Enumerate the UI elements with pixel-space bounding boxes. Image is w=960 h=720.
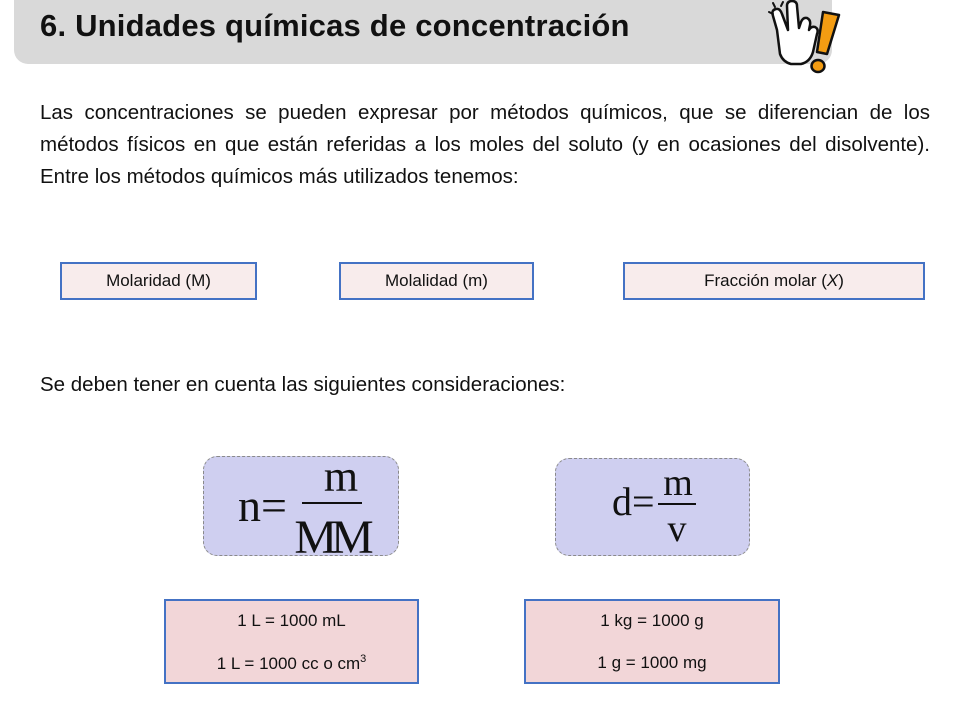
moles-formula-box	[203, 456, 399, 556]
molalidad-label: Molalidad (m)	[385, 271, 488, 290]
moles-lhs: n=	[238, 480, 287, 531]
fraccion-molar-symbol: X	[826, 271, 839, 290]
volume-conversion-exponent: 3	[360, 653, 367, 665]
volume-conversion-box	[164, 599, 419, 684]
volume-conversion-line2	[166, 653, 417, 674]
mass-conversion-line1: 1 kg = 1000 g	[600, 611, 704, 630]
moles-numerator: m	[323, 457, 359, 501]
fraccion-molar-suffix: )	[838, 271, 844, 290]
mass-conversion-line2: 1 g = 1000 mg	[597, 653, 707, 672]
density-formula-box	[555, 458, 750, 556]
density-lhs: d=	[612, 479, 655, 524]
volume-conversion-line2-text: 1 L = 1000 cc o cm	[216, 654, 361, 673]
volume-conversion-line1: 1 L = 1000 mL	[237, 611, 346, 630]
density-formula	[556, 459, 751, 557]
molaridad-label: Molaridad (M)	[106, 271, 211, 290]
density-denominator: v	[667, 508, 687, 550]
fraccion-molar-prefix: Fracción molar (	[704, 271, 827, 290]
considerations-text: Se deben tener en cuenta las siguientes consideraciones:	[40, 373, 566, 396]
moles-formula	[204, 457, 400, 557]
page-title: 6. Unidades químicas de concentración	[40, 8, 630, 43]
molaridad-box	[60, 262, 257, 300]
intro-paragraph: Las concentraciones se pueden expresar por métodos químicos, que se diferencian de los métodos físicos en que están referidas a los moles del soluto (y en ocasiones del disolvente). Entre los métodos químicos más utilizados tenemos:	[40, 101, 930, 188]
mass-conversion-box	[524, 599, 780, 684]
pointing-hand-warning-icon	[765, 0, 847, 80]
molalidad-box	[339, 262, 534, 300]
moles-denominator: MM	[294, 511, 368, 557]
fraccion-molar-box	[623, 262, 925, 300]
density-numerator: m	[663, 462, 693, 504]
